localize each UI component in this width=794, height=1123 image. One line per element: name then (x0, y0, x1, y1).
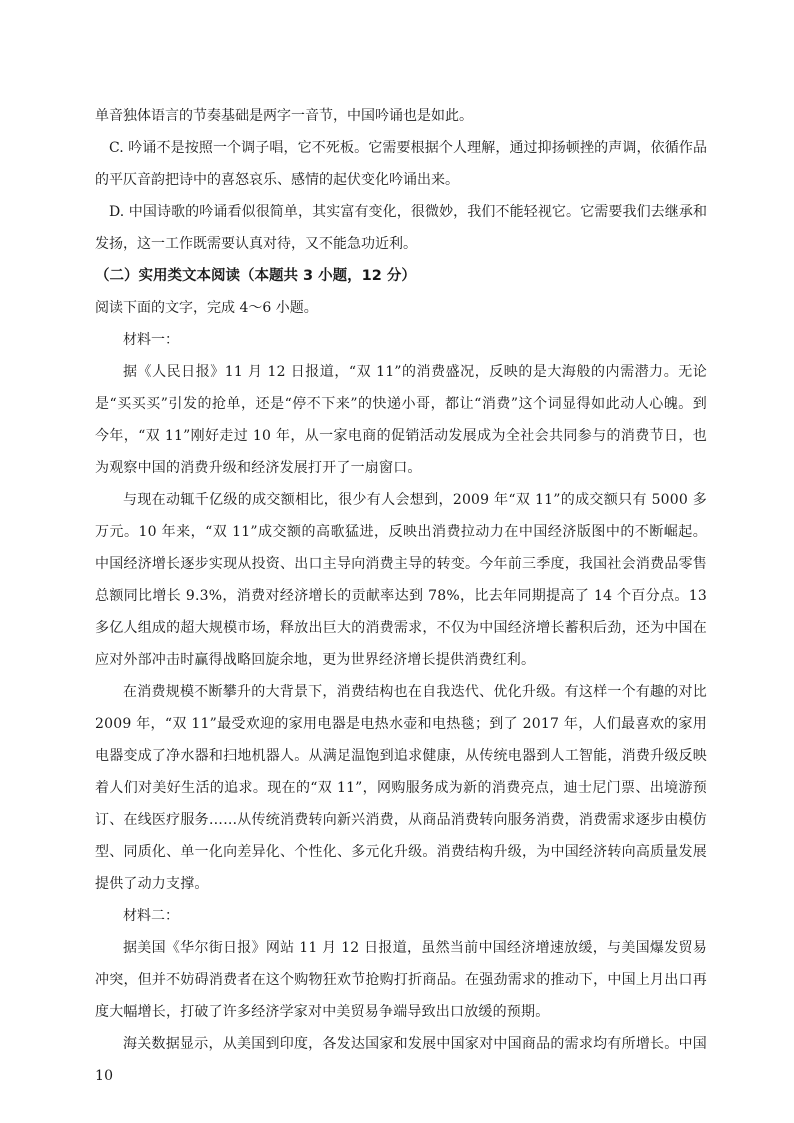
material1-paragraph-2: 与现在动辄千亿级的成交额相比，很少有人会想到，2009 年“双 11”的成交额只有 5000 多万元。10 年来，“双 11”成交额的高歌猛进，反映出消费拉动力在中国经济版图中的不断崛起。中国经济增长逐步实现从投资、出口主导向消费主导的转变。今年前三季度，我国社会消费品零售总额同比增长 9.3%，消费对经济增长的贡献率达到 78%，比去年同期提高了 14 个百分点。13 多亿人组成的超大规模市场，释放出巨大的消费需求，不仅为中国经济增长蓄积后劲，还为中国在应对外部冲击时赢得战略回旋余地，更为世界经济增长提供消费红利。 (95, 492, 707, 668)
document-body (95, 100, 707, 1092)
section-heading: （二）实用类文本阅读（本题共 3 小题，12 分） (95, 268, 416, 284)
instruction: 阅读下面的文字，完成 4～6 小题。 (95, 300, 318, 316)
material2-paragraph-1: 据美国《华尔街日报》网站 11 月 12 日报道，虽然当前中国经济增速放缓，与美国爆发贸易冲突，但并不妨碍消费者在这个购物狂欢节抢购打折商品。在强劲需求的推动下，中国上月出口再度大幅增长，打破了许多经济学家对中美贸易争端导致出口放缓的预期。 (95, 940, 707, 1020)
material1-label: 材料一： (123, 332, 179, 348)
material2-paragraph-2: 海关数据显示，从美国到印度，各发达国家和发展中国家对中国商品的需求均有所增长。中国 10 (95, 1036, 707, 1084)
intro-tail: 单音独体语言的节奏基础是两字一音节，中国吟诵也是如此。 (95, 108, 473, 124)
material1-paragraph-3: 在消费规模不断攀升的大背景下，消费结构也在自我迭代、优化升级。有这样一个有趣的对比2009 年，“双 11”最受欢迎的家用电器是电热水壶和电热毯；到了 2017 年，人们最喜欢的家用电器变成了净水器和扫地机器人。从满足温饱到追求健康，从传统电器到人工智能，消费升级反映着人们对美好生活的追求。现在的“双 11”，网购服务成为新的消费亮点，迪士尼门票、出境游预订、在线医疗服务……从传统消费转向新兴消费，从商品消费转向服务消费，消费需求逐步由模仿型、同质化、单一化向差异化、个性化、多元化升级。消费结构升级，为中国经济转向高质量发展提供了动力支撑。 (95, 684, 707, 892)
option-c: C. 吟诵不是按照一个调子唱，它不死板。它需要根据个人理解，通过抑扬顿挫的声调，依循作品的平仄音韵把诗中的喜怒哀乐、感情的起伏变化吟诵出来。 (95, 140, 707, 188)
material2-label: 材料二： (123, 908, 179, 924)
option-d: D. 中国诗歌的吟诵看似很简单，其实富有变化，很微妙，我们不能轻视它。它需要我们去继承和发扬，这一工作既需要认真对待，又不能急功近利。 (95, 204, 707, 252)
material1-paragraph-1: 据《人民日报》11 月 12 日报道，“双 11”的消费盛况，反映的是大海般的内需潜力。无论是“买买买”引发的抢单，还是“停不下来”的快递小哥，都让“消费”这个词显得如此动人心魄。到今年，“双 11”刚好走过 10 年，从一家电商的促销活动发展成为全社会共同参与的消费节日，也为观察中国的消费升级和经济发展打开了一扇窗口。 (95, 364, 707, 476)
